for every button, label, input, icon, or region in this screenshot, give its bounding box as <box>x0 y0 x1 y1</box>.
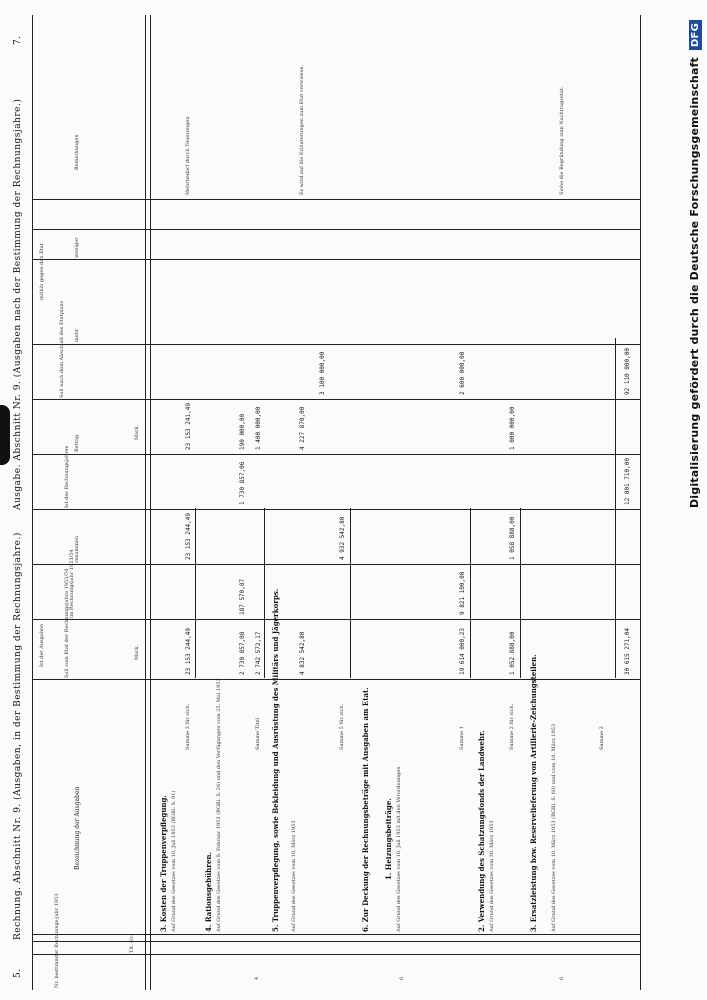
col-header-ist-rj: Ist des Rechnungsjahres <box>64 445 70 508</box>
col-divider <box>32 509 640 510</box>
dfg-logo: DFG <box>689 20 702 50</box>
col-group-ist: Ist der Ausgaben <box>39 623 45 667</box>
col-header-rechnungsjahr: im Rechnungsjahr 1953/54 <box>69 549 75 618</box>
section-sum: Summe 1 <box>459 726 465 750</box>
section-text: Auf Grund des Gesetzes vom 10. März 1953 <box>291 820 297 932</box>
col-header-year: Nr. bestimmter Rechnungs-jahr 1953 <box>54 893 60 988</box>
section-text: Auf Grund des Gesetzes vom 9. Februar 1953 (RGBl. S. 26) und den Verfügungen vom 25. Mai 1953 <box>216 678 222 932</box>
col-divider <box>32 564 640 565</box>
sum-rule <box>195 508 196 678</box>
amount-cell: 23 153 244,49 <box>185 628 192 675</box>
amount-cell: 12 801 710,00 <box>624 458 631 505</box>
amount-cell: 1 058 888,00 <box>509 516 516 560</box>
col-header-zusammen: zusammen <box>74 535 80 563</box>
col-divider <box>32 619 640 620</box>
amount-cell: 30 615 271,04 <box>624 628 631 675</box>
section-sum: Summe 2 für sich. <box>509 703 515 750</box>
amount-cell: 1 730 857,06 <box>239 461 246 505</box>
sum-rule <box>350 508 351 678</box>
amount-cell: 2 600 000,00 <box>459 351 466 395</box>
amount-cell: 3 100 000,00 <box>319 351 326 395</box>
row-number: 6 <box>559 976 565 980</box>
section-heading: 5. Truppenverpflegung, sowie Bekleidung und Ausrüstung des Militärs und Jägerkorps. <box>271 588 280 932</box>
section-heading: 3. Kosten der Truppenverpflegung. <box>159 795 168 932</box>
section-heading: 3. Ersatzleistung bzw. Reservelieferung von Artillerie-Zeichungsteilen. <box>529 654 538 932</box>
amount-cell: 190 000,00 <box>239 413 246 450</box>
running-title-right: Ausgabe. Abschnitt Nr. 9. (Ausgaben nach der Bestimmung der Rechnungsjahre.) <box>13 98 23 510</box>
page-number-left: 5. <box>13 968 23 978</box>
dfg-watermark <box>688 20 704 980</box>
section-text: Auf Grund des Gesetzes vom 10. Juli 1953 mit den Verordnungen <box>396 766 402 932</box>
section-text: Auf Grund des Gesetzes vom 10. März 1953 (RGBl. S. 60) und vom 10. März 1953 <box>551 723 557 932</box>
unit-right: Mark. <box>134 424 140 440</box>
col-divider <box>32 454 640 455</box>
section-heading: 2. Verwendung des Schatzungsfonds der Landwehr. <box>477 730 486 932</box>
amount-cell: 9 821 100,00 <box>459 571 466 615</box>
sum-rule <box>615 338 616 678</box>
col-header-betrag: Betrag <box>74 434 80 452</box>
col-divider <box>32 941 640 942</box>
amount-cell: 19 614 000,23 <box>459 628 466 675</box>
col-header-title: Tit. Nr. <box>129 935 135 953</box>
table-header-rule <box>145 15 146 990</box>
table-top-rule <box>32 15 33 990</box>
section-text: Auf Grund des Gesetzes vom 10. Juli 1953 (RGBl. S. 91) <box>171 790 177 932</box>
remark: Mehrbedarf durch Teuerungen <box>185 116 191 195</box>
running-title-left: Rechnung. Abschnitt Nr. 9. (Ausgaben, in der Bestimmung der Rechnungsjahre.) <box>13 532 23 940</box>
sum-rule <box>520 508 521 678</box>
remark: Siehe die Begründung zum Nachtragsetat. <box>559 86 565 195</box>
row-number: 4 <box>254 976 260 980</box>
section-heading: 1. Heizungsbeiträge. <box>384 798 393 880</box>
col-divider <box>32 954 640 955</box>
amount-cell: 4 227 870,00 <box>299 406 306 450</box>
col-divider <box>32 259 640 260</box>
col-header-weniger: weniger <box>74 237 80 258</box>
amount-cell: 4 932 542,80 <box>339 516 346 560</box>
amount-cell: 187 570,87 <box>239 578 246 615</box>
col-divider <box>32 934 640 935</box>
amount-cell: 1 052 888,00 <box>509 631 516 675</box>
amount-cell: 4 832 542,80 <box>299 631 306 675</box>
col-header-bemerkungen: Bemerkungen <box>74 134 80 170</box>
section-sum: Summe 5 für sich. <box>339 703 345 750</box>
col-divider <box>32 679 640 680</box>
col-header-soll: Soll vom Etat der Rechnungsjahre 1953/54 <box>64 568 70 678</box>
section-sum: Summe 3 für sich. <box>185 703 191 750</box>
watermark-text: Digitalisierung gefördert durch die Deutsche Forschungsgemeinschaft <box>688 56 701 509</box>
amount-cell: 1 400 000,00 <box>255 406 262 450</box>
amount-cell: 23 153 244,49 <box>185 513 192 560</box>
section-heading: 6. Zur Deckung der Rechnungsbeträge mit Ausgaben am Etat. <box>361 687 370 932</box>
unit-left: Mark. <box>134 644 140 660</box>
col-divider <box>32 344 640 345</box>
amount-cell: 92 110 000,00 <box>624 348 631 395</box>
sum-rule <box>470 508 471 678</box>
col-header-description: Bezeichnung der Ausgaben <box>74 786 81 870</box>
amount-cell: 2 730 857,08 <box>239 631 246 675</box>
amount-cell: 23 153 241,49 <box>185 403 192 450</box>
section-sum: Summe 3 <box>599 726 605 750</box>
remark: Es wird auf die Erläuterungen zum Etat verwiesen. <box>299 64 305 195</box>
amount-cell: 2 742 572,17 <box>255 631 262 675</box>
row-number: 6 <box>399 976 405 980</box>
col-divider <box>32 399 640 400</box>
section-sum: Summe Titel <box>255 717 261 750</box>
col-header-mehr: mehr <box>74 328 80 342</box>
col-divider <box>32 229 640 230</box>
page-number-right: 7. <box>13 35 23 45</box>
table-bottom-rule <box>640 15 641 990</box>
col-divider <box>32 199 640 200</box>
sum-rule <box>264 508 265 678</box>
col-header-soll-abschluss: Soll nach dem Abschluß des Etatplans <box>59 300 65 398</box>
col-group-etat: mithin gegen den Etat <box>39 243 45 300</box>
table-header-rule-2 <box>150 15 151 990</box>
amount-cell: 1 000 000,00 <box>509 406 516 450</box>
section-heading: 4. Rationsgebühren. <box>204 852 213 932</box>
section-text: Auf Grund des Gesetzes vom 30. März 1953 <box>489 820 495 932</box>
